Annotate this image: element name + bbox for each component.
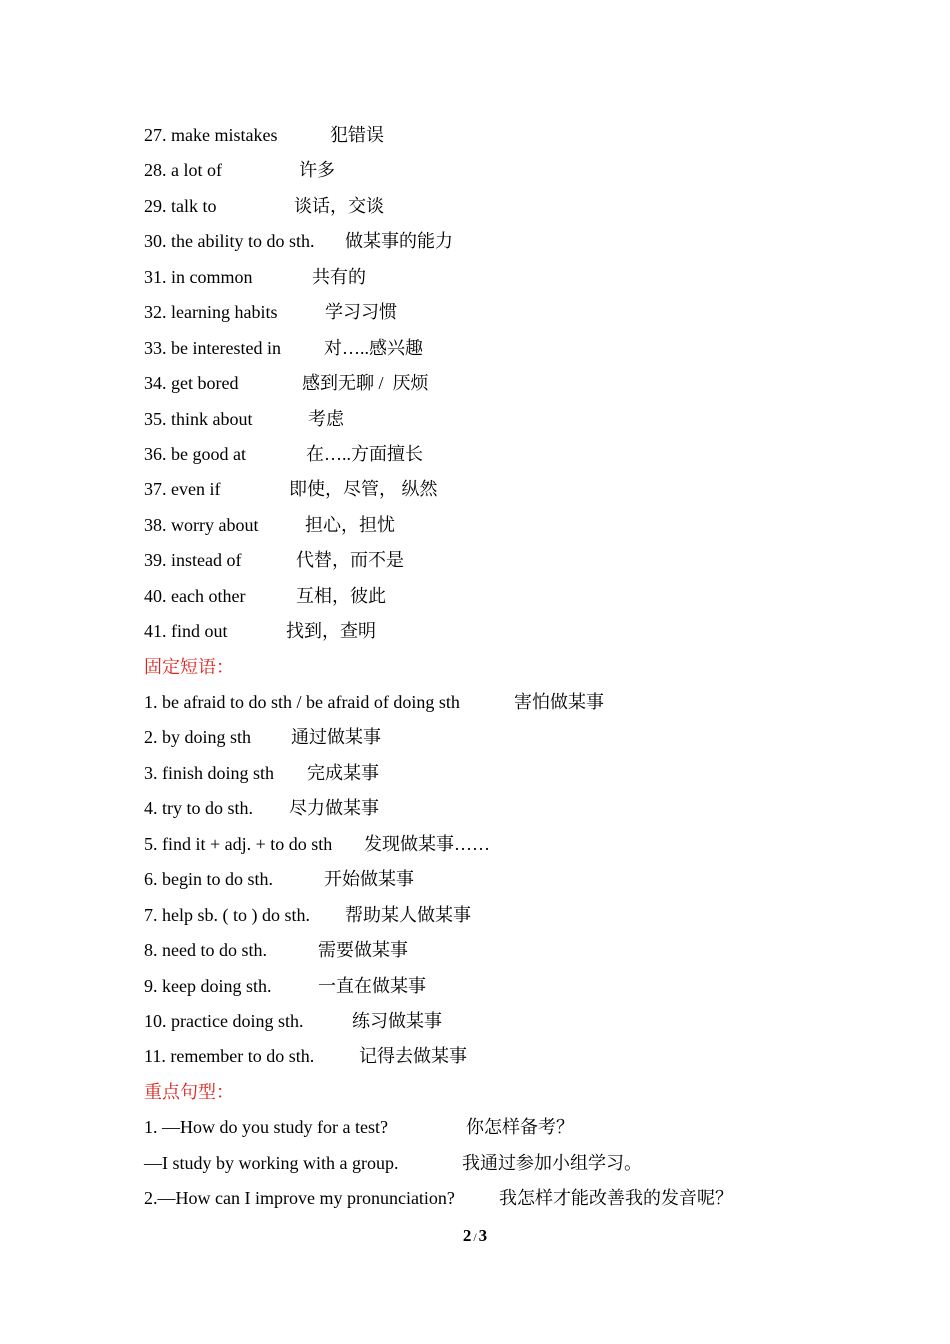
vocab-item bbox=[144, 472, 844, 507]
sentence-english: —I study by working with a group. bbox=[144, 1152, 399, 1173]
document-content bbox=[144, 118, 844, 1217]
phrase-item bbox=[144, 685, 844, 720]
vocab-english: 27. make mistakes bbox=[144, 125, 278, 145]
phrase-english: 3. finish doing sth bbox=[144, 762, 275, 783]
vocab-item bbox=[144, 331, 844, 366]
sentences-heading: 重点句型： bbox=[144, 1081, 234, 1102]
vocab-chinese: 代替，而不是 bbox=[296, 550, 404, 571]
vocab-chinese: 做某事的能力 bbox=[345, 231, 453, 252]
phrase-item bbox=[144, 933, 844, 968]
vocab-chinese: 许多 bbox=[299, 160, 335, 181]
sentence-chinese: 我通过参加小组学习。 bbox=[462, 1152, 642, 1173]
phrase-item bbox=[144, 827, 844, 862]
vocab-english: 41. find out bbox=[144, 621, 228, 642]
phrase-chinese: 完成某事 bbox=[307, 762, 379, 783]
phrase-item bbox=[144, 862, 844, 897]
vocab-english: 35. think about bbox=[144, 408, 253, 429]
sentence-english: 2.—How can I improve my pronunciation? bbox=[144, 1188, 455, 1209]
vocab-english: 33. be interested in bbox=[144, 337, 281, 358]
vocab-chinese: 互相，彼此 bbox=[296, 585, 386, 606]
phrase-chinese: 记得去做某事 bbox=[359, 1046, 467, 1067]
phrase-chinese: 发现做某事…… bbox=[364, 833, 490, 854]
vocab-english: 30. the ability to do sth. bbox=[144, 231, 315, 252]
phrase-item bbox=[144, 791, 844, 826]
sentence-english: 1. —How do you study for a test? bbox=[144, 1117, 388, 1138]
vocab-chinese: 在…..方面擅长 bbox=[306, 443, 423, 464]
vocab-chinese: 学习习惯 bbox=[325, 302, 397, 323]
phrase-chinese: 通过做某事 bbox=[291, 727, 381, 748]
vocab-item bbox=[144, 614, 844, 649]
vocab-english: 34. get bored bbox=[144, 373, 239, 394]
page-number bbox=[0, 1226, 950, 1246]
sentence-chinese: 我怎样才能改善我的发音呢？ bbox=[499, 1188, 733, 1209]
phrase-chinese: 帮助某人做某事 bbox=[345, 904, 471, 925]
total-pages: 3 bbox=[478, 1226, 488, 1245]
vocab-english: 31. in common bbox=[144, 266, 253, 287]
phrase-chinese: 尽力做某事 bbox=[289, 798, 379, 819]
vocab-english: 37. even if bbox=[144, 479, 221, 500]
vocab-item bbox=[144, 366, 844, 401]
sentence-item bbox=[144, 1181, 844, 1216]
vocab-item bbox=[144, 508, 844, 543]
vocab-item bbox=[144, 189, 844, 224]
phrase-item bbox=[144, 720, 844, 755]
vocab-chinese: 即使，尽管， 纵然 bbox=[289, 479, 438, 500]
vocab-english: 32. learning habits bbox=[144, 302, 278, 323]
phrase-item bbox=[144, 898, 844, 933]
phrase-english: 1. be afraid to do sth / be afraid of doing sth bbox=[144, 692, 460, 712]
vocab-item bbox=[144, 118, 844, 153]
vocab-item bbox=[144, 153, 844, 188]
vocab-english: 39. instead of bbox=[144, 550, 242, 571]
phrase-chinese: 一直在做某事 bbox=[318, 975, 426, 996]
vocab-chinese: 担心，担忧 bbox=[305, 514, 395, 535]
phrase-item bbox=[144, 1004, 844, 1039]
sentence-item bbox=[144, 1110, 844, 1145]
vocab-chinese: 谈话，交谈 bbox=[294, 195, 384, 216]
phrase-english: 9. keep doing sth. bbox=[144, 975, 272, 996]
vocab-item bbox=[144, 260, 844, 295]
current-page: 2 bbox=[462, 1226, 472, 1245]
phrase-item bbox=[144, 969, 844, 1004]
vocab-item bbox=[144, 437, 844, 472]
vocab-english: 40. each other bbox=[144, 585, 246, 606]
vocab-english: 29. talk to bbox=[144, 195, 217, 216]
phrase-item bbox=[144, 1039, 844, 1074]
sentence-item bbox=[144, 1146, 844, 1181]
page-separator: / bbox=[473, 1230, 477, 1244]
vocab-chinese: 对…..感兴趣 bbox=[324, 337, 423, 358]
vocab-item bbox=[144, 402, 844, 437]
phrase-english: 11. remember to do sth. bbox=[144, 1046, 315, 1067]
phrase-item bbox=[144, 756, 844, 791]
phrase-english: 2. by doing sth bbox=[144, 727, 252, 748]
phrase-english: 5. find it + adj. + to do sth bbox=[144, 833, 333, 854]
phrase-chinese: 开始做某事 bbox=[324, 869, 414, 890]
vocab-item bbox=[144, 543, 844, 578]
vocab-chinese: 找到，查明 bbox=[286, 621, 376, 642]
phrase-english: 8. need to do sth. bbox=[144, 940, 267, 961]
phrase-english: 4. try to do sth. bbox=[144, 798, 254, 819]
vocab-chinese: 犯错误 bbox=[330, 125, 384, 145]
vocab-english: 28. a lot of bbox=[144, 160, 222, 181]
vocab-item bbox=[144, 295, 844, 330]
vocab-chinese: 考虑 bbox=[308, 408, 344, 429]
vocab-item bbox=[144, 224, 844, 259]
vocab-item bbox=[144, 579, 844, 614]
vocab-english: 36. be good at bbox=[144, 443, 246, 464]
phrase-chinese: 需要做某事 bbox=[318, 940, 408, 961]
phrase-english: 10. practice doing sth. bbox=[144, 1010, 304, 1031]
sentence-chinese: 你怎样备考？ bbox=[466, 1117, 574, 1138]
phrase-english: 6. begin to do sth. bbox=[144, 869, 273, 890]
phrases-heading: 固定短语： bbox=[144, 656, 234, 677]
vocab-chinese: 感到无聊 / 厌烦 bbox=[302, 373, 429, 394]
vocab-english: 38. worry about bbox=[144, 514, 259, 535]
vocab-chinese: 共有的 bbox=[312, 266, 366, 287]
phrase-chinese: 害怕做某事 bbox=[514, 692, 604, 712]
phrase-chinese: 练习做某事 bbox=[352, 1010, 442, 1031]
phrase-english: 7. help sb. ( to ) do sth. bbox=[144, 904, 310, 925]
